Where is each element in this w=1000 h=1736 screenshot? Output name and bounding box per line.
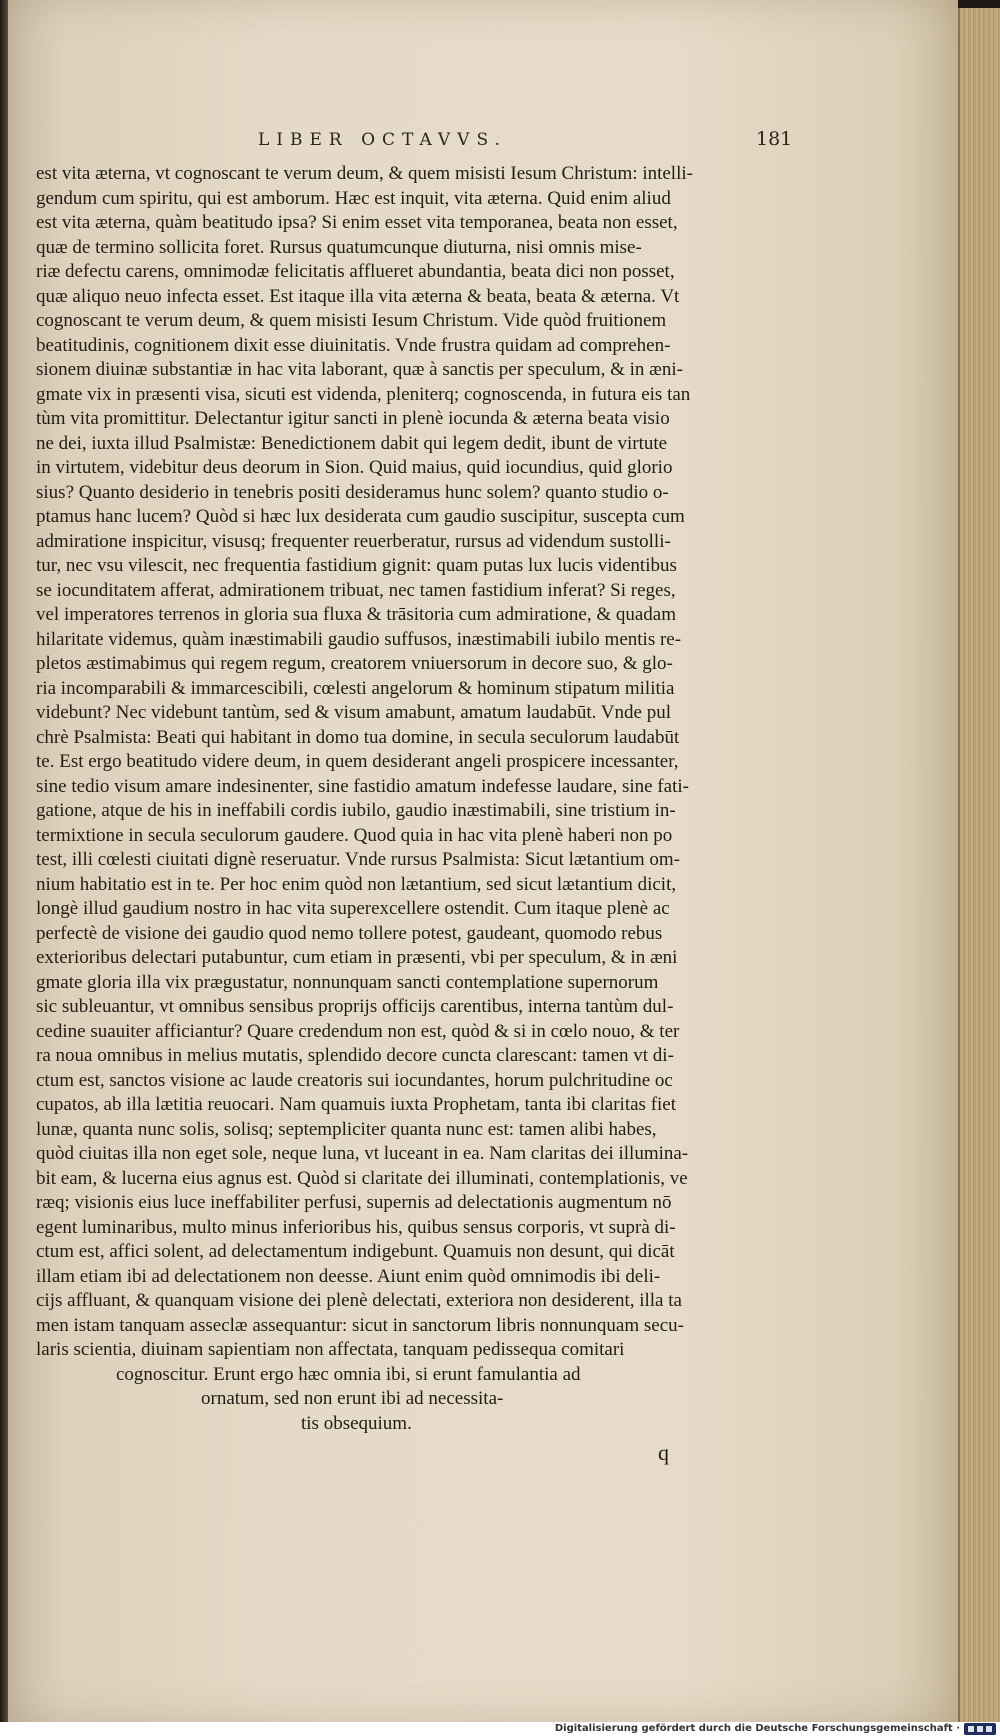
text-line: cognoscitur. Erunt ergo hæc omnia ibi, si erunt famulantia ad bbox=[116, 1363, 581, 1385]
text-line: sionem diuinæ substantiæ in hac vita laborant, quæ à sanctis per speculum, & in æni- bbox=[36, 359, 683, 380]
text-line: cijs affluant, & quanquam visione dei plenè delectati, exteriora non desiderent, illa ta bbox=[36, 1290, 682, 1311]
text-line: est vita æterna, quàm beatitudo ipsa? Si enim esset vita temporanea, beata non esset, bbox=[36, 212, 678, 233]
text-line: admiratione inspicitur, visusq; frequenter reuerberatur, rursus ad videndum sustolli- bbox=[36, 530, 671, 552]
text-line: pletos æstimabimus qui regem regum, creatorem vniuersorum in decore suo, & glo- bbox=[36, 653, 673, 674]
text-line: beatitudinis, cognitionem dixit esse diuinitatis. Vnde frustra quidam ad comprehen- bbox=[36, 334, 671, 356]
text-line: ræq; visionis eius luce ineffabiliter perfusi, supernis ad delectationis augmentum nō bbox=[36, 1192, 672, 1213]
text-line: riæ defectu carens, omnimodæ felicitatis afflueret abundantia, beata dici non posset, bbox=[36, 261, 675, 282]
running-header: LIBER OCTAVVS. bbox=[258, 130, 507, 150]
funding-credit: Digitalisierung gefördert durch die Deutsche Forschungsgemeinschaft · bbox=[554, 1723, 960, 1734]
text-line: gmate vix in præsenti visa, sicuti est videnda, pleniterq; cognoscenda, in futura eis tan bbox=[36, 383, 691, 405]
book-page bbox=[8, 0, 958, 1722]
text-line: lunæ, quanta nunc solis, solisq; septempliciter quanta nunc est: tamen alibi habes, bbox=[36, 1118, 657, 1140]
text-line: tur, nec vsu vilescit, nec frequentia fastidium gignit: quam putas lux lucis videntibus bbox=[36, 555, 677, 576]
text-line: gendum cum spiritu, qui est amborum. Hæc est inquit, vita æterna. Quid enim aliud bbox=[36, 187, 671, 209]
text-line: longè illud gaudium nostro in hac vita superexcellere ostendit. Cum itaque plenè ac bbox=[36, 898, 670, 919]
text-line: laris scientia, diuinam sapientiam non affectata, tanquam pedissequa comitari bbox=[36, 1339, 625, 1360]
text-line: gatione, atque de his in ineffabili cordis iubilo, gaudio inæstimabili, sine tristium in- bbox=[36, 800, 676, 821]
text-line: cognoscant te verum deum, & quem misisti Iesum Christum. Vide quòd fruitionem bbox=[36, 310, 667, 331]
text-line: bit eam, & lucerna eius agnus est. Quòd si claritate dei illuminati, contemplationis, ve bbox=[36, 1167, 688, 1189]
text-line: quæ de termino sollicita foret. Rursus quatumcunque diuturna, nisi omnis mise- bbox=[36, 236, 642, 258]
digitization-footer bbox=[0, 1722, 1000, 1736]
text-line: ne dei, iuxta illud Psalmistæ: Benedictionem dabit qui legem dedit, ibunt de virtute bbox=[36, 432, 668, 454]
text-line: ra noua omnibus in melius mutatis, splendido decore cuncta clarescant: tamen vt di- bbox=[36, 1045, 674, 1066]
text-line: ptamus hanc lucem? Quòd si hæc lux desiderata cum gaudio suscipitur, suscepta cum bbox=[36, 506, 685, 527]
text-line: test, illi cœlesti ciuitati dignè reseruatur. Vnde rursus Psalmista: Sicut lætantium om- bbox=[36, 849, 680, 870]
text-line: hilaritate videmus, quàm inæstimabili gaudio suffusos, inæstimabili iubilo mentis re- bbox=[36, 628, 682, 650]
text-line: ria incomparabili & immarcescibili, cœlesti angelorum & hominum stipatum militia bbox=[36, 677, 675, 699]
text-line: exterioribus delectari putabuntur, cum etiam in præsenti, vbi per speculum, & in æni bbox=[36, 947, 678, 968]
text-line: gmate gloria illa vix prægustatur, nonnunquam sancti contemplatione supernorum bbox=[36, 971, 659, 993]
text-line: illam etiam ibi ad delectationem non deesse. Aiunt enim quòd omnimodis ibi deli- bbox=[36, 1265, 661, 1287]
text-line: tùm vita promittitur. Delectantur igitur sancti in plenè iocunda & æterna beata visio bbox=[36, 408, 670, 429]
text-line: est vita æterna, vt cognoscant te verum deum, & quem misisti Iesum Christum: intelli- bbox=[36, 163, 693, 184]
text-line: cedine suauiter afficiantur? Quare credendum non est, quòd & si in cœlo nouo, & ter bbox=[36, 1020, 680, 1042]
text-line: tis obsequium. bbox=[301, 1412, 412, 1434]
text-line: sius? Quanto desiderio in tenebris positi desideramus hunc solem? quanto studio o- bbox=[36, 481, 669, 503]
text-line: quæ aliquo neuo infecta esset. Est itaque illa vita æterna & beata, beata & æterna. Vt bbox=[36, 285, 680, 307]
text-line: te. Est ergo beatitudo videre deum, in quem desiderant angeli prospicere incessanter, bbox=[36, 751, 679, 772]
text-line: chrè Psalmista: Beati qui habitant in domo tua domine, in secula seculorum laudabūt bbox=[36, 726, 680, 748]
text-line: perfectè de visione dei gaudio quod nemo tollere potest, gaudeant, quomodo rebus bbox=[36, 922, 663, 944]
signature-mark: q bbox=[658, 1440, 669, 1465]
dfg-logo-icon bbox=[964, 1723, 996, 1735]
text-line: ctum est, affici solent, ad delectamentum indigebunt. Quamuis non desunt, qui dicāt bbox=[36, 1241, 675, 1262]
book-page-edges bbox=[958, 8, 1000, 1722]
text-line: quòd ciuitas illa non eget sole, neque luna, vt luceant in ea. Nam claritas dei illumina- bbox=[36, 1143, 689, 1164]
text-line: sic subleuantur, vt omnibus sensibus proprijs officijs carentibus, interna tantùm dul- bbox=[36, 996, 674, 1017]
text-line: ctum est, sanctos visione ac laude creatoris sui iocundantes, horum pulchritudine oc bbox=[36, 1069, 673, 1091]
body-text bbox=[36, 162, 786, 1432]
text-line: in virtutem, videbitur deus deorum in Sion. Quid maius, quid iocundius, quid glorio bbox=[36, 457, 673, 478]
text-line: videbunt? Nec videbunt tantùm, sed & visum amabunt, amatum laudabūt. Vnde pul bbox=[36, 702, 671, 723]
page-number: 181 bbox=[756, 128, 793, 150]
text-line: egent luminaribus, multo minus inferioribus his, quibus sensus corporis, vt suprà di- bbox=[36, 1216, 676, 1238]
text-line: cupatos, ab illa lætitia reuocari. Nam quamuis iuxta Prophetam, tanta ibi claritas fiet bbox=[36, 1094, 677, 1115]
text-line: termixtione in secula seculorum gaudere. Quod quia in hac vita plenè haberi non po bbox=[36, 824, 673, 846]
text-line: ornatum, sed non erunt ibi ad necessita- bbox=[201, 1388, 504, 1409]
text-line: vel imperatores terrenos in gloria sua fluxa & trāsitoria cum admiratione, & quadam bbox=[36, 604, 676, 625]
text-line: sine tedio visum amare indesinenter, sine fastidio amatum indefesse laudare, sine fati- bbox=[36, 775, 689, 797]
text-line: men istam tanquam asseclæ assequantur: sicut in sanctorum libris nonnunquam secu- bbox=[36, 1314, 684, 1336]
text-line: nium habitatio est in te. Per hoc enim quòd non lætantium, sed sicut lætantium dicit, bbox=[36, 873, 677, 895]
text-line: se iocunditatem afferat, admirationem tribuat, nec tamen fastidium inferat? Si reges, bbox=[36, 579, 676, 601]
